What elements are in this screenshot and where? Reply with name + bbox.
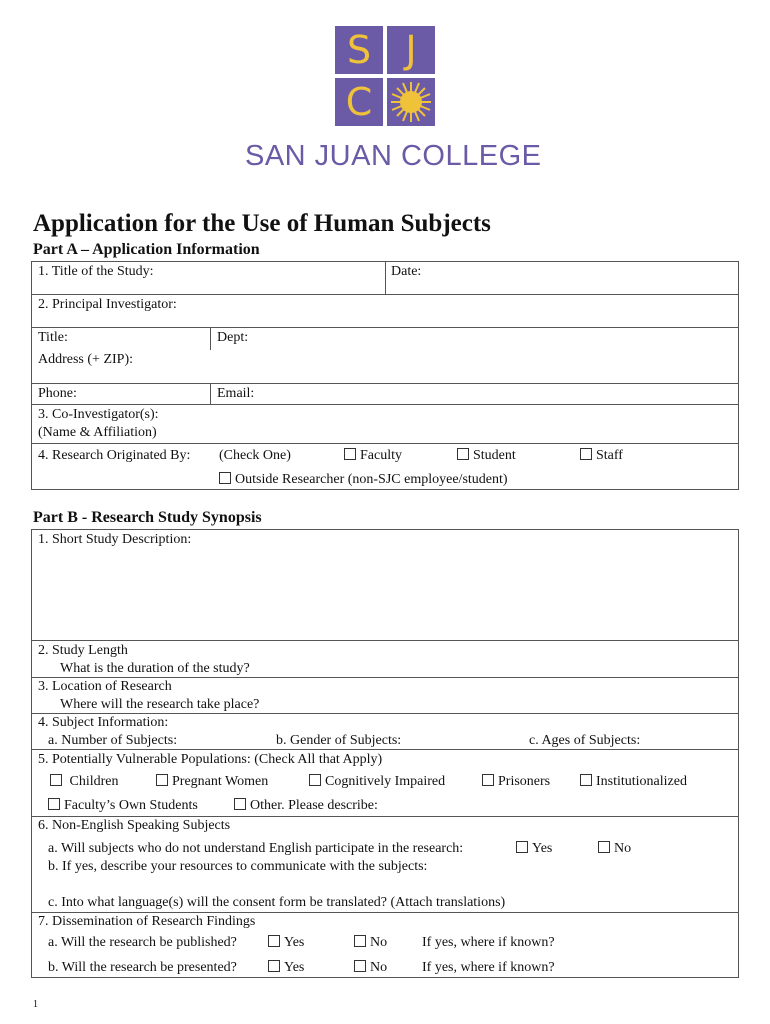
check-one-label: (Check One) — [219, 448, 291, 463]
logo-letter-j: J — [405, 28, 417, 72]
originated-faculty-option[interactable] — [344, 448, 402, 464]
option-label: No — [370, 935, 388, 950]
title-of-study-label: 1. Title of the Study: — [38, 264, 154, 279]
option-label: Student — [473, 448, 516, 463]
checkbox[interactable] — [219, 472, 231, 484]
phone-label: Phone: — [38, 386, 77, 401]
college-logo — [335, 26, 437, 128]
checkbox[interactable] — [48, 798, 60, 810]
logo-letter-s: S — [346, 28, 372, 72]
checkbox[interactable] — [354, 935, 366, 947]
logo-cell-sun — [387, 78, 435, 126]
option-label: Prisoners — [498, 774, 551, 789]
checkbox[interactable] — [234, 798, 246, 810]
divider — [31, 816, 739, 817]
vulnerable-populations-label: 5. Potentially Vulnerable Populations: (Check All that Apply) — [38, 752, 383, 767]
option-label: Pregnant Women — [172, 774, 269, 789]
divider — [210, 383, 211, 404]
dept-label: Dept: — [217, 330, 249, 345]
logo-cell-s — [335, 26, 383, 74]
checkbox[interactable] — [580, 774, 592, 786]
vulnerable-faculty-students-option[interactable] — [48, 798, 198, 814]
divider — [31, 327, 739, 328]
divider — [31, 677, 739, 678]
checkbox[interactable] — [516, 841, 528, 853]
checkbox[interactable] — [50, 774, 62, 786]
vulnerable-cognitive-option[interactable] — [309, 774, 445, 790]
option-label: Children — [69, 774, 119, 789]
divider — [31, 443, 739, 444]
study-length-question: What is the duration of the study? — [60, 661, 250, 676]
checkbox[interactable] — [598, 841, 610, 853]
originated-outside-option[interactable] — [219, 472, 508, 488]
presented-question: b. Will the research be presented? — [48, 960, 237, 975]
originated-staff-option[interactable] — [580, 448, 623, 464]
college-name: SAN JUAN COLLEGE — [245, 140, 542, 172]
presented-where-label: If yes, where if known? — [422, 960, 555, 975]
option-label: No — [614, 841, 632, 856]
published-question: a. Will the research be published? — [48, 935, 237, 950]
non-english-no-option[interactable] — [598, 841, 631, 857]
co-investigator-sublabel: (Name & Affiliation) — [38, 425, 157, 440]
checkbox[interactable] — [354, 960, 366, 972]
non-english-question-a: a. Will subjects who do not understand English participate in the research: — [48, 841, 464, 856]
checkbox[interactable] — [482, 774, 494, 786]
divider — [31, 640, 739, 641]
presented-no-option[interactable] — [354, 960, 387, 976]
logo-cell-c — [335, 78, 383, 126]
vulnerable-children-option[interactable] — [50, 774, 119, 790]
non-english-yes-option[interactable] — [516, 841, 552, 857]
study-length-label: 2. Study Length — [38, 643, 128, 658]
document-title: Application for the Use of Human Subjects — [33, 210, 491, 237]
option-label: Faculty — [360, 448, 402, 463]
date-label: Date: — [391, 264, 422, 279]
principal-investigator-label: 2. Principal Investigator: — [38, 297, 177, 312]
ages-of-subjects-label: c. Ages of Subjects: — [529, 733, 641, 748]
logo-letter-c: C — [345, 80, 373, 124]
address-label: Address (+ ZIP): — [38, 352, 133, 367]
divider — [31, 749, 739, 750]
non-english-label: 6. Non-English Speaking Subjects — [38, 818, 231, 833]
option-label: Other. Please describe: — [250, 798, 378, 813]
checkbox[interactable] — [457, 448, 469, 460]
part-a-heading: Part A – Application Information — [33, 241, 260, 258]
option-label: Outside Researcher (non-SJC employee/student) — [235, 472, 508, 487]
checkbox[interactable] — [156, 774, 168, 786]
divider — [210, 327, 211, 350]
option-label: Yes — [284, 935, 305, 950]
subject-info-label: 4. Subject Information: — [38, 715, 169, 730]
divider — [31, 383, 739, 384]
title-label: Title: — [38, 330, 68, 345]
originated-student-option[interactable] — [457, 448, 516, 464]
checkbox[interactable] — [309, 774, 321, 786]
checkbox[interactable] — [268, 960, 280, 972]
vulnerable-other-option[interactable] — [234, 798, 378, 814]
vulnerable-prisoners-option[interactable] — [482, 774, 550, 790]
option-label: Institutionalized — [596, 774, 687, 789]
sun-icon — [387, 78, 435, 126]
logo-cell-j — [387, 26, 435, 74]
number-of-subjects-label: a. Number of Subjects: — [48, 733, 178, 748]
location-question: Where will the research take place? — [60, 697, 260, 712]
published-no-option[interactable] — [354, 935, 387, 951]
divider — [31, 912, 739, 913]
option-label: No — [370, 960, 388, 975]
published-yes-option[interactable] — [268, 935, 304, 951]
divider — [385, 261, 386, 295]
vulnerable-institutionalized-option[interactable] — [580, 774, 687, 790]
presented-yes-option[interactable] — [268, 960, 304, 976]
part-b-heading: Part B - Research Study Synopsis — [33, 509, 262, 526]
divider — [31, 404, 739, 405]
co-investigator-label: 3. Co-Investigator(s): — [38, 407, 159, 422]
option-label: Yes — [532, 841, 553, 856]
option-label: Staff — [596, 448, 623, 463]
divider — [31, 713, 739, 714]
option-label: Yes — [284, 960, 305, 975]
email-label: Email: — [217, 386, 255, 401]
vulnerable-pregnant-option[interactable] — [156, 774, 268, 790]
location-label: 3. Location of Research — [38, 679, 172, 694]
checkbox[interactable] — [268, 935, 280, 947]
dissemination-label: 7. Dissemination of Research Findings — [38, 914, 256, 929]
published-where-label: If yes, where if known? — [422, 935, 555, 950]
non-english-question-b: b. If yes, describe your resources to communicate with the subjects: — [48, 859, 428, 874]
short-description-label: 1. Short Study Description: — [38, 532, 192, 547]
checkbox[interactable] — [344, 448, 356, 460]
option-label: Faculty’s Own Students — [64, 798, 198, 813]
checkbox[interactable] — [580, 448, 592, 460]
research-originated-label: 4. Research Originated By: — [38, 448, 191, 463]
divider — [31, 294, 739, 295]
gender-of-subjects-label: b. Gender of Subjects: — [276, 733, 402, 748]
page-number: 1 — [33, 999, 38, 1010]
non-english-question-c: c. Into what language(s) will the consent form be translated? (Attach translations) — [48, 895, 506, 910]
option-label: Cognitively Impaired — [325, 774, 446, 789]
